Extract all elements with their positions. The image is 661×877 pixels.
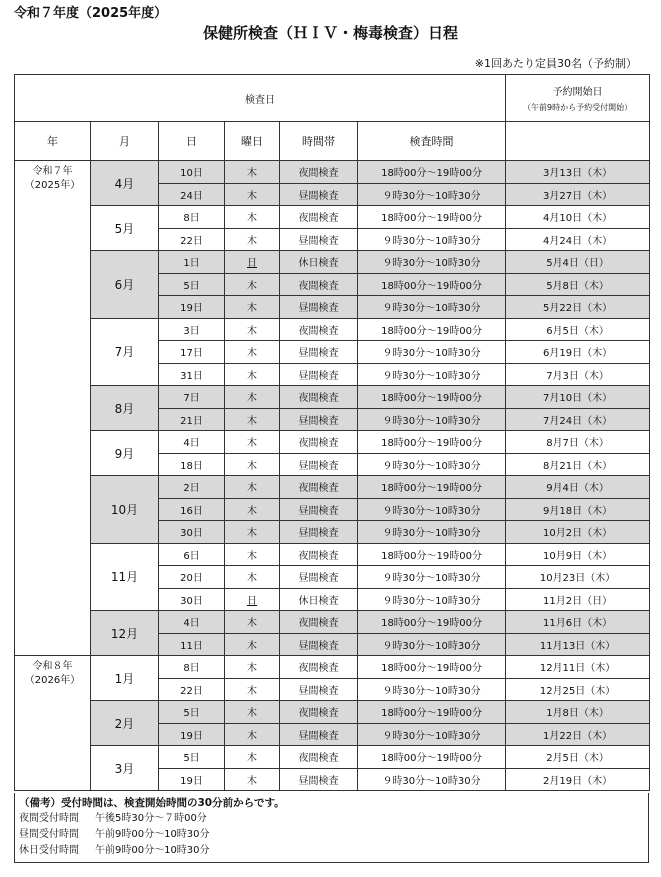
- weekday-cell: 木: [225, 341, 280, 364]
- time-slot-cell: 休日検査: [280, 251, 358, 274]
- table-row: [15, 701, 650, 724]
- remarks-box: [14, 793, 649, 863]
- weekday-cell: [225, 251, 280, 274]
- weekday-cell: 木: [225, 498, 280, 521]
- time-slot-cell: 夜間検査: [280, 476, 358, 499]
- day-cell: 6日: [159, 543, 225, 566]
- exam-time-cell: ９時30分～10時30分: [358, 453, 506, 476]
- exam-time-cell: ９時30分～10時30分: [358, 363, 506, 386]
- day-cell: 8日: [159, 206, 225, 229]
- weekday-cell: 木: [225, 161, 280, 184]
- table-row: [15, 611, 650, 634]
- day-cell: 5日: [159, 273, 225, 296]
- weekday-cell: 木: [225, 318, 280, 341]
- weekday-cell: 木: [225, 183, 280, 206]
- reservation-date-cell: 11月6日（木）: [506, 611, 650, 634]
- month-cell: 2月: [91, 701, 159, 746]
- exam-time-cell: 18時00分～19時00分: [358, 746, 506, 769]
- reservation-date-cell: 6月5日（木）: [506, 318, 650, 341]
- year-label-western: （2026年）: [24, 675, 81, 686]
- weekday-underlined: 日: [247, 258, 257, 270]
- time-slot-cell: 昼間検査: [280, 521, 358, 544]
- year-cell: [15, 656, 91, 791]
- reservation-date-cell: 2月19日（木）: [506, 768, 650, 791]
- exam-time-cell: ９時30分～10時30分: [358, 633, 506, 656]
- reservation-date-cell: 5月4日（日）: [506, 251, 650, 274]
- weekday-cell: 木: [225, 431, 280, 454]
- reservation-date-cell: 11月13日（木）: [506, 633, 650, 656]
- weekday-cell: 木: [225, 768, 280, 791]
- day-cell: 30日: [159, 588, 225, 611]
- day-cell: 18日: [159, 453, 225, 476]
- time-slot-cell: 昼間検査: [280, 296, 358, 319]
- exam-time-cell: ９時30分～10時30分: [358, 228, 506, 251]
- reservation-date-cell: 8月7日（木）: [506, 431, 650, 454]
- time-slot-cell: 夜間検査: [280, 386, 358, 409]
- time-slot-cell: 夜間検査: [280, 656, 358, 679]
- month-cell: 5月: [91, 206, 159, 251]
- exam-date-group-header: 検査日: [15, 75, 506, 122]
- reservation-date-cell: 10月9日（木）: [506, 543, 650, 566]
- exam-time-cell: 18時00分～19時00分: [358, 161, 506, 184]
- exam-time-cell: 18時00分～19時00分: [358, 318, 506, 341]
- day-cell: 21日: [159, 408, 225, 431]
- exam-time-cell: ９時30分～10時30分: [358, 723, 506, 746]
- weekday-cell: 木: [225, 723, 280, 746]
- reservation-date-cell: 7月24日（木）: [506, 408, 650, 431]
- time-slot-cell: 夜間検査: [280, 701, 358, 724]
- day-cell: 20日: [159, 566, 225, 589]
- day-cell: 19日: [159, 723, 225, 746]
- reception-value: 午後5時30分～７時00分: [95, 813, 207, 824]
- reservation-date-cell: 1月22日（木）: [506, 723, 650, 746]
- exam-time-cell: 18時00分～19時00分: [358, 476, 506, 499]
- time-slot-cell: 昼間検査: [280, 408, 358, 431]
- exam-time-cell: ９時30分～10時30分: [358, 678, 506, 701]
- reception-time-day: [19, 827, 648, 843]
- exam-time-cell: ９時30分～10時30分: [358, 768, 506, 791]
- exam-time-cell: 18時00分～19時00分: [358, 701, 506, 724]
- time-slot-cell: 夜間検査: [280, 161, 358, 184]
- weekday-cell: 木: [225, 476, 280, 499]
- time-slot-cell: 昼間検査: [280, 453, 358, 476]
- reservation-date-cell: 11月2日（日）: [506, 588, 650, 611]
- table-row: [15, 206, 650, 229]
- month-cell: 8月: [91, 386, 159, 431]
- weekday-cell: 木: [225, 386, 280, 409]
- month-cell: 12月: [91, 611, 159, 656]
- day-cell: 7日: [159, 386, 225, 409]
- weekday-cell: 木: [225, 566, 280, 589]
- time-slot-cell: 休日検査: [280, 588, 358, 611]
- reservation-start-subheader: （午前9時から予約受付開始）: [523, 103, 633, 112]
- weekday-cell: 木: [225, 273, 280, 296]
- reservation-date-cell: 9月4日（木）: [506, 476, 650, 499]
- month-cell: 1月: [91, 656, 159, 701]
- reservation-date-cell: 7月3日（木）: [506, 363, 650, 386]
- weekday-cell: 木: [225, 746, 280, 769]
- time-slot-cell: 夜間検査: [280, 206, 358, 229]
- weekday-cell: 木: [225, 633, 280, 656]
- reservation-date-cell: 8月21日（木）: [506, 453, 650, 476]
- day-cell: 10日: [159, 161, 225, 184]
- month-cell: 4月: [91, 161, 159, 206]
- reception-time-holiday: [19, 843, 648, 859]
- reception-value: 午前9時00分～10時30分: [95, 845, 210, 856]
- column-header-month: 月: [91, 122, 159, 161]
- time-slot-cell: 昼間検査: [280, 768, 358, 791]
- time-slot-cell: 夜間検査: [280, 273, 358, 296]
- reception-label: 昼間受付時間: [19, 829, 79, 840]
- year-label: 令和８年: [32, 661, 73, 672]
- day-cell: 30日: [159, 521, 225, 544]
- exam-time-cell: ９時30分～10時30分: [358, 251, 506, 274]
- column-header-year: 年: [15, 122, 91, 161]
- reservation-date-cell: 10月2日（木）: [506, 521, 650, 544]
- time-slot-cell: 夜間検査: [280, 543, 358, 566]
- exam-time-cell: ９時30分～10時30分: [358, 498, 506, 521]
- reservation-date-cell: 4月24日（木）: [506, 228, 650, 251]
- exam-time-cell: ９時30分～10時30分: [358, 183, 506, 206]
- reservation-date-cell: 2月5日（木）: [506, 746, 650, 769]
- month-cell: 3月: [91, 746, 159, 791]
- reservation-start-header-label: 予約開始日: [552, 87, 603, 98]
- reception-value: 午前9時00分～10時30分: [95, 829, 210, 840]
- weekday-cell: 木: [225, 363, 280, 386]
- reservation-start-header: [506, 75, 650, 122]
- exam-time-cell: 18時00分～19時00分: [358, 611, 506, 634]
- table-row: [15, 431, 650, 454]
- weekday-cell: 木: [225, 611, 280, 634]
- capacity-note: ※1回あたり定員30名（予約制）: [474, 57, 637, 70]
- weekday-cell: 木: [225, 701, 280, 724]
- remarks-note: （備考）受付時間は、検査開始時間の30分前からです。: [19, 797, 285, 809]
- day-cell: 17日: [159, 341, 225, 364]
- reservation-date-cell: 12月11日（木）: [506, 656, 650, 679]
- day-cell: 1日: [159, 251, 225, 274]
- time-slot-cell: 夜間検査: [280, 611, 358, 634]
- table-row: [15, 656, 650, 679]
- table-row: [15, 161, 650, 184]
- reception-label: 夜間受付時間: [19, 813, 79, 824]
- reservation-date-cell: 1月8日（木）: [506, 701, 650, 724]
- column-header-slot: 時間帯: [280, 122, 358, 161]
- reservation-date-cell: 5月8日（木）: [506, 273, 650, 296]
- day-cell: 3日: [159, 318, 225, 341]
- weekday-cell: 木: [225, 228, 280, 251]
- weekday-cell: 木: [225, 656, 280, 679]
- schedule-body: [15, 161, 650, 791]
- weekday-cell: [225, 588, 280, 611]
- year-label-western: （2025年）: [24, 180, 81, 191]
- time-slot-cell: 夜間検査: [280, 431, 358, 454]
- column-header-exam-time: 検査時間: [358, 122, 506, 161]
- table-row: [15, 251, 650, 274]
- weekday-cell: 木: [225, 453, 280, 476]
- exam-time-cell: 18時00分～19時00分: [358, 386, 506, 409]
- day-cell: 2日: [159, 476, 225, 499]
- weekday-underlined: 日: [247, 595, 257, 607]
- column-header-weekday: 曜日: [225, 122, 280, 161]
- table-row: [15, 318, 650, 341]
- day-cell: 8日: [159, 656, 225, 679]
- month-cell: 10月: [91, 476, 159, 544]
- column-header-day: 日: [159, 122, 225, 161]
- exam-time-cell: ９時30分～10時30分: [358, 296, 506, 319]
- fiscal-year-title: 令和７年度（2025年度）: [14, 6, 168, 21]
- month-cell: 9月: [91, 431, 159, 476]
- weekday-cell: 木: [225, 408, 280, 431]
- reception-time-night: [19, 811, 648, 827]
- reservation-date-cell: 10月23日（木）: [506, 566, 650, 589]
- exam-time-cell: 18時00分～19時00分: [358, 273, 506, 296]
- column-header-reservation: [506, 122, 650, 161]
- reservation-date-cell: 5月22日（木）: [506, 296, 650, 319]
- time-slot-cell: 昼間検査: [280, 566, 358, 589]
- reservation-date-cell: 3月13日（木）: [506, 161, 650, 184]
- exam-time-cell: ９時30分～10時30分: [358, 341, 506, 364]
- exam-time-cell: 18時00分～19時00分: [358, 431, 506, 454]
- weekday-cell: 木: [225, 543, 280, 566]
- weekday-cell: 木: [225, 296, 280, 319]
- weekday-cell: 木: [225, 678, 280, 701]
- reservation-date-cell: 3月27日（木）: [506, 183, 650, 206]
- month-cell: 11月: [91, 543, 159, 611]
- table-row: [15, 746, 650, 769]
- day-cell: 19日: [159, 768, 225, 791]
- exam-time-cell: 18時00分～19時00分: [358, 206, 506, 229]
- day-cell: 5日: [159, 701, 225, 724]
- reception-label: 休日受付時間: [19, 845, 79, 856]
- time-slot-cell: 昼間検査: [280, 678, 358, 701]
- page-title: 保健所検査（ＨＩＶ・梅毒検査）日程: [202, 24, 458, 42]
- year-label: 令和７年: [32, 166, 73, 177]
- reservation-date-cell: 7月10日（木）: [506, 386, 650, 409]
- exam-time-cell: ９時30分～10時30分: [358, 588, 506, 611]
- day-cell: 22日: [159, 678, 225, 701]
- day-cell: 16日: [159, 498, 225, 521]
- year-cell: [15, 161, 91, 656]
- time-slot-cell: 昼間検査: [280, 723, 358, 746]
- time-slot-cell: 昼間検査: [280, 341, 358, 364]
- time-slot-cell: 昼間検査: [280, 498, 358, 521]
- reservation-date-cell: 12月25日（木）: [506, 678, 650, 701]
- month-cell: 6月: [91, 251, 159, 319]
- table-row: [15, 476, 650, 499]
- exam-time-cell: 18時00分～19時00分: [358, 543, 506, 566]
- day-cell: 4日: [159, 611, 225, 634]
- weekday-cell: 木: [225, 521, 280, 544]
- day-cell: 31日: [159, 363, 225, 386]
- day-cell: 5日: [159, 746, 225, 769]
- exam-time-cell: ９時30分～10時30分: [358, 521, 506, 544]
- time-slot-cell: 昼間検査: [280, 363, 358, 386]
- reservation-date-cell: 4月10日（木）: [506, 206, 650, 229]
- exam-time-cell: ９時30分～10時30分: [358, 408, 506, 431]
- day-cell: 11日: [159, 633, 225, 656]
- table-row: [15, 543, 650, 566]
- day-cell: 4日: [159, 431, 225, 454]
- exam-time-cell: ９時30分～10時30分: [358, 566, 506, 589]
- time-slot-cell: 昼間検査: [280, 633, 358, 656]
- day-cell: 22日: [159, 228, 225, 251]
- weekday-cell: 木: [225, 206, 280, 229]
- time-slot-cell: 夜間検査: [280, 318, 358, 341]
- table-row: [15, 386, 650, 409]
- day-cell: 24日: [159, 183, 225, 206]
- month-cell: 7月: [91, 318, 159, 386]
- exam-time-cell: 18時00分～19時00分: [358, 656, 506, 679]
- reservation-date-cell: 6月19日（木）: [506, 341, 650, 364]
- reservation-date-cell: 9月18日（木）: [506, 498, 650, 521]
- time-slot-cell: 昼間検査: [280, 183, 358, 206]
- time-slot-cell: 昼間検査: [280, 228, 358, 251]
- day-cell: 19日: [159, 296, 225, 319]
- schedule-table: [14, 74, 650, 791]
- time-slot-cell: 夜間検査: [280, 746, 358, 769]
